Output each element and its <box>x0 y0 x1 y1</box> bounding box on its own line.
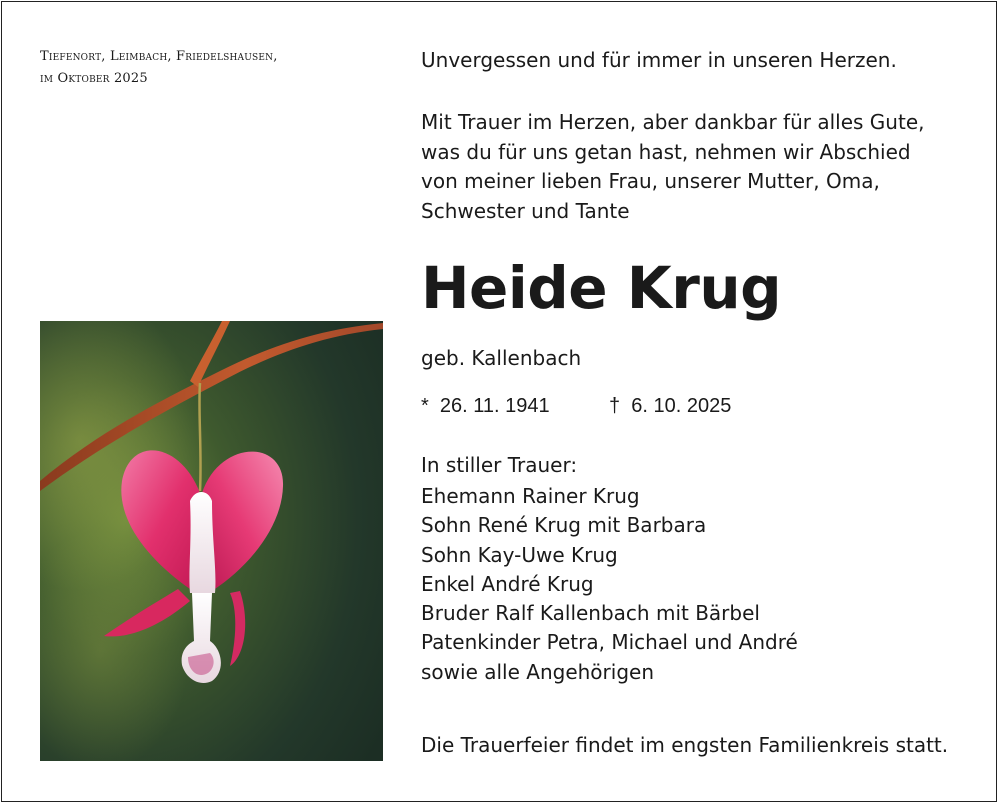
mourning-heading: In stiller Trauer: <box>421 453 578 477</box>
deceased-name: Heide Krug <box>421 254 782 322</box>
mourner-line: Sohn Kay-Uwe Krug <box>421 542 618 567</box>
intro-line: was du für uns getan hast, nehmen wir Abschied <box>421 139 911 164</box>
birth-date: 26. 11. 1941 <box>439 395 550 417</box>
mourner-line: sowie alle Angehörigen <box>421 659 654 684</box>
motto: Unvergessen und für immer in unseren Herzen. <box>421 48 897 72</box>
mourner-line: Patenkinder Petra, Michael und André <box>421 630 798 655</box>
mourner-line: Bruder Ralf Kallenbach mit Bärbel <box>421 601 760 626</box>
death-date-group <box>609 392 731 420</box>
mourner-line: Ehemann Rainer Krug <box>421 484 640 508</box>
death-symbol: † <box>609 395 621 417</box>
mourner-line: Enkel André Krug <box>421 571 594 596</box>
intro-text <box>421 108 925 226</box>
bleeding-heart-flower-icon <box>40 321 383 761</box>
intro-line: Mit Trauer im Herzen, aber dankbar für alles Gute, <box>421 110 925 134</box>
life-dates <box>421 392 731 420</box>
location-date <box>40 46 380 90</box>
funeral-notice: Die Trauerfeier findet im engsten Familienkreis statt. <box>421 733 949 757</box>
birth-date-group <box>421 392 609 420</box>
birth-symbol: * <box>421 395 429 417</box>
intro-line: Schwester und Tante <box>421 198 630 223</box>
birth-name: geb. Kallenbach <box>421 346 582 370</box>
intro-line: von meiner lieben Frau, unserer Mutter, Oma, <box>421 169 880 193</box>
mourners-list <box>421 482 798 687</box>
death-date: 6. 10. 2025 <box>631 395 732 417</box>
mourner-line: Sohn René Krug mit Barbara <box>421 513 707 538</box>
location-line: Tiefenort, Leimbach, Friedelshausen, <box>40 49 278 64</box>
date-line: im Oktober 2025 <box>40 71 148 86</box>
